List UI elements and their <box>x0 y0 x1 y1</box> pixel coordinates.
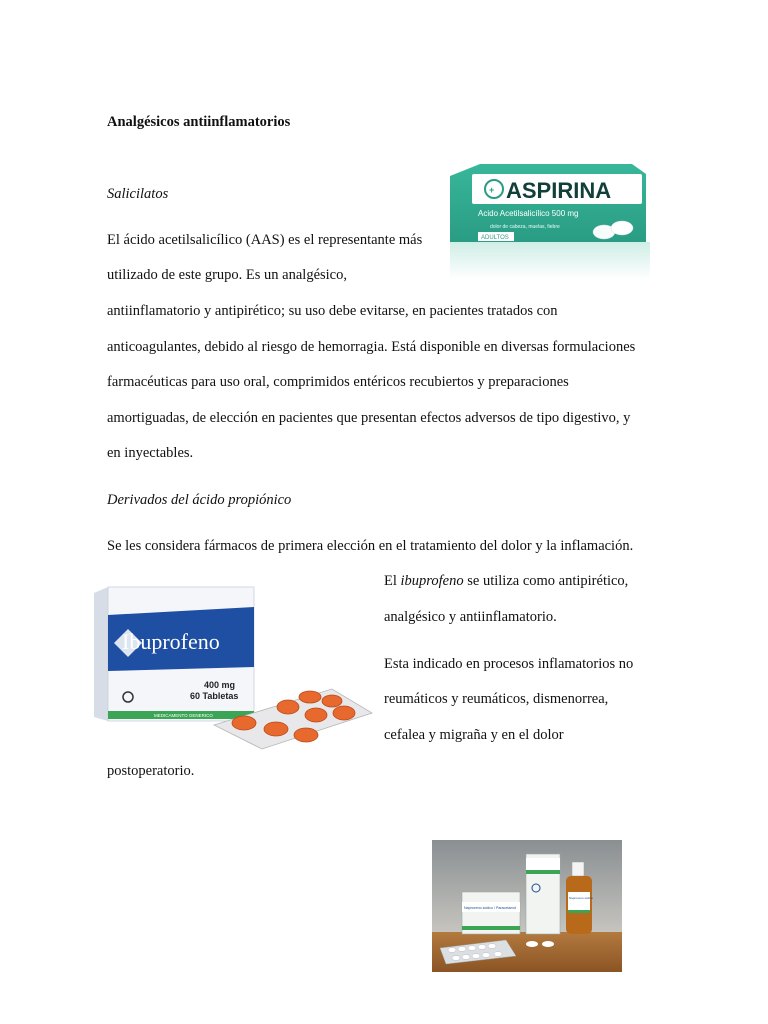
tablet-icon <box>277 700 299 714</box>
tablet-icon <box>452 956 460 961</box>
tablet-icon <box>542 941 554 947</box>
ibuprofeno-box-image <box>92 585 374 755</box>
paragraph-line: El ibuprofeno se utiliza como antipirético, <box>384 573 629 589</box>
paragraph-line: en inyectables. <box>107 445 194 461</box>
paragraph-line: amortiguadas, de elección en pacientes que presentan efectos adversos de tipo digestivo, y <box>107 410 631 426</box>
paragraph-line: postoperatorio. <box>107 763 195 779</box>
paragraph-line: anticoagulantes, debido al riesgo de hemorragia. Está disponible en diversas formulaciones <box>107 339 636 355</box>
tablet-icon <box>472 954 480 959</box>
aspirina-subtitle-text: Acido Acetilsalicílico 500 mg <box>478 209 579 218</box>
paragraph-line: farmacéuticas para uso oral, comprimidos entéricos recubiertos y preparaciones <box>107 374 569 390</box>
ibuprofeno-emphasis: ibuprofeno <box>400 573 464 589</box>
tablet-icon <box>468 946 476 951</box>
tablet-icon <box>526 941 538 947</box>
tablet-icon <box>299 691 321 703</box>
paragraph-line: reumáticos y reumáticos, dismenorrea, <box>384 691 609 707</box>
tablet-icon <box>488 944 496 949</box>
paragraph-line: Se les considera fármacos de primera elección en el tratamiento del dolor y la inflamación. <box>107 538 634 554</box>
naproxeno-products-photo <box>432 840 622 972</box>
naproxeno-bottle-label: Naproxeno sódico <box>569 896 594 900</box>
paragraph-line: antiinflamatorio y antipirético; su uso debe evitarse, en pacientes tratados con <box>107 303 558 319</box>
aspirina-box-image <box>450 162 650 280</box>
tablet-icon <box>294 728 318 742</box>
naproxeno-box-label: Naproxeno sódico / Paracetamol <box>464 906 517 910</box>
ibuprofeno-dose-text: 400 mg <box>204 680 236 690</box>
section-heading-salicilatos: Salicilatos <box>107 186 169 202</box>
tablet-icon <box>458 947 466 952</box>
section-heading-propionico: Derivados del ácido propiónico <box>107 492 292 508</box>
tablet-icon <box>611 221 633 235</box>
paragraph-line: analgésico y antiinflamatorio. <box>384 609 557 625</box>
paragraph-line: cefalea y migraña y en el dolor <box>384 727 564 743</box>
ibuprofeno-count-text: 60 Tabletas <box>190 691 239 701</box>
paragraph-line: El ácido acetilsalicílico (AAS) es el representante más <box>107 232 423 248</box>
tablet-icon <box>462 955 470 960</box>
tablet-icon <box>478 945 486 950</box>
aspirina-brand-text: ASPIRINA <box>506 178 612 203</box>
aspirina-small-text: dolor de cabeza, muelas, fiebre <box>490 224 560 230</box>
paragraph-line: Esta indicado en procesos inflamatorios no <box>384 656 634 672</box>
ibuprofeno-brand-text: Ibuprofeno <box>122 629 220 654</box>
tablet-icon <box>333 706 355 720</box>
document-title: Analgésicos antiinflamatorios <box>107 114 291 130</box>
tablet-icon <box>322 695 342 707</box>
tablet-icon <box>448 948 456 953</box>
paragraph-line: utilizado de este grupo. Es un analgésico, <box>107 267 347 283</box>
tablet-icon <box>494 952 502 957</box>
tablet-icon <box>232 716 256 730</box>
svg-text:+: + <box>489 185 495 195</box>
ibuprofeno-footer-text: MEDICAMENTO GENERICO <box>154 713 213 718</box>
aspirina-badge-text: ADULTOS <box>481 235 509 241</box>
tablet-icon <box>482 953 490 958</box>
tablet-icon <box>305 708 327 722</box>
tablet-icon <box>264 722 288 736</box>
